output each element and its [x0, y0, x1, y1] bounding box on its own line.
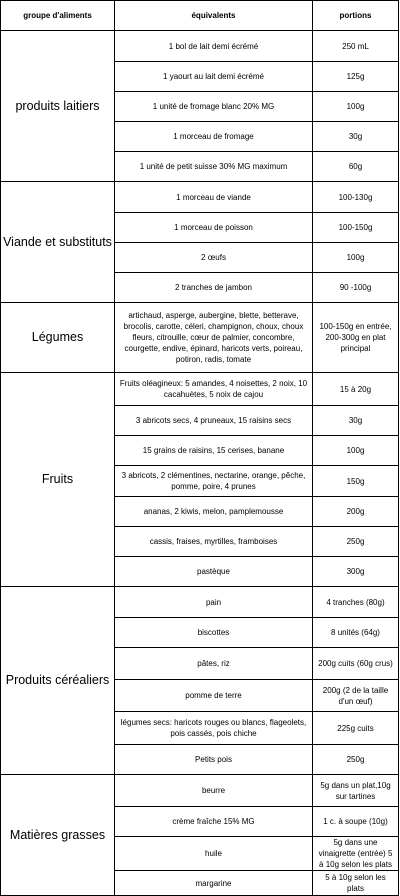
- equivalent-cell: pain: [115, 587, 313, 618]
- portion-cell: 150g: [313, 466, 399, 497]
- food-group-cell: Produits céréaliers: [1, 587, 115, 775]
- equivalent-cell: 2 œufs: [115, 243, 313, 273]
- portion-cell: 5g dans un plat,10g sur tartines: [313, 775, 399, 807]
- equivalent-cell: 1 bol de lait demi écrémé: [115, 31, 313, 62]
- food-group-cell: Viande et substituts: [1, 182, 115, 303]
- equivalent-cell: légumes secs: haricots rouges ou blancs, flageolets, pois cassés, pois chiche: [115, 712, 313, 745]
- equivalent-cell: 3 abricots secs, 4 pruneaux, 15 raisins secs: [115, 406, 313, 436]
- portion-cell: 250 mL: [313, 31, 399, 62]
- portion-cell: 90 -100g: [313, 273, 399, 303]
- portion-cell: 100g: [313, 243, 399, 273]
- portion-cell: 100-130g: [313, 182, 399, 213]
- equivalent-cell: ananas, 2 kiwis, melon, pamplemousse: [115, 497, 313, 527]
- equivalent-cell: 3 abricots, 2 clémentines, nectarine, orange, pêche, pomme, poire, 4 prunes: [115, 466, 313, 497]
- portion-cell: 200g: [313, 497, 399, 527]
- portion-cell: 30g: [313, 122, 399, 152]
- portion-cell: 30g: [313, 406, 399, 436]
- food-group-cell: produits laitiers: [1, 31, 115, 182]
- portion-cell: 100-150g: [313, 213, 399, 243]
- table-row: [1, 587, 399, 618]
- equivalent-cell: pâtes, riz: [115, 648, 313, 680]
- table-row: [1, 303, 399, 373]
- equivalent-cell: 15 grains de raisins, 15 cerises, banane: [115, 436, 313, 466]
- equivalent-cell: 2 tranches de jambon: [115, 273, 313, 303]
- equivalent-cell: 1 unité de fromage blanc 20% MG: [115, 92, 313, 122]
- portion-cell: 225g cuits: [313, 712, 399, 745]
- equivalent-cell: margarine: [115, 871, 313, 896]
- food-group-cell: Fruits: [1, 373, 115, 587]
- portion-cell: 60g: [313, 152, 399, 182]
- food-group-cell: Légumes: [1, 303, 115, 373]
- equivalent-cell: crème fraîche 15% MG: [115, 807, 313, 837]
- portion-cell: 100g: [313, 436, 399, 466]
- header-equivalents: équivalents: [115, 1, 313, 31]
- table-row: [1, 182, 399, 213]
- portion-cell: 200g (2 de la taille d'un œuf): [313, 680, 399, 712]
- portion-cell: 250g: [313, 527, 399, 557]
- portion-cell: 300g: [313, 557, 399, 587]
- food-group-cell: Matières grasses: [1, 775, 115, 896]
- table-row: [1, 775, 399, 807]
- portion-cell: 5 à 10g selon les plats: [313, 871, 399, 896]
- portion-cell: 4 tranches (80g): [313, 587, 399, 618]
- equivalent-cell: 1 morceau de poisson: [115, 213, 313, 243]
- equivalent-cell: huile: [115, 837, 313, 871]
- portion-cell: 125g: [313, 62, 399, 92]
- portion-cell: 200g cuits (60g crus): [313, 648, 399, 680]
- portion-cell: 250g: [313, 745, 399, 775]
- header-row: [1, 1, 399, 31]
- equivalent-cell: pastèque: [115, 557, 313, 587]
- equivalent-cell: Petits pois: [115, 745, 313, 775]
- equivalent-cell: biscottes: [115, 618, 313, 648]
- equivalent-cell: 1 unité de petit suisse 30% MG maximum: [115, 152, 313, 182]
- header-food-group: groupe d'aliments: [1, 1, 115, 31]
- header-portions: portions: [313, 1, 399, 31]
- equivalent-cell: 1 yaourt au lait demi écrémé: [115, 62, 313, 92]
- portion-cell: 5g dans une vinaigrette (entrée) 5 à 10g selon les plats: [313, 837, 399, 871]
- portion-cell: 100g: [313, 92, 399, 122]
- portion-cell: 8 unités (64g): [313, 618, 399, 648]
- equivalent-cell: Fruits oléagineux: 5 amandes, 4 noisettes, 2 noix, 10 cacahuètes, 5 noix de cajou: [115, 373, 313, 406]
- equivalent-cell: 1 morceau de fromage: [115, 122, 313, 152]
- equivalent-cell: pomme de terre: [115, 680, 313, 712]
- portion-cell: 15 à 20g: [313, 373, 399, 406]
- equivalent-cell: artichaud, asperge, aubergine, blette, betterave, brocolis, carotte, céleri, champignon, choux, choux fleurs, citrouille, cœur de palmier, concombre, courgette, endive, épinard, haricots verts, poireau, potiron, radis, tomate: [115, 303, 313, 373]
- table-row: [1, 31, 399, 62]
- portion-cell: 100-150g en entrée, 200-300g en plat principal: [313, 303, 399, 373]
- table-row: [1, 373, 399, 406]
- equivalent-cell: beurre: [115, 775, 313, 807]
- equivalent-cell: cassis, fraises, myrtilles, framboises: [115, 527, 313, 557]
- portion-cell: 1 c. à soupe (10g): [313, 807, 399, 837]
- equivalent-cell: 1 morceau de viande: [115, 182, 313, 213]
